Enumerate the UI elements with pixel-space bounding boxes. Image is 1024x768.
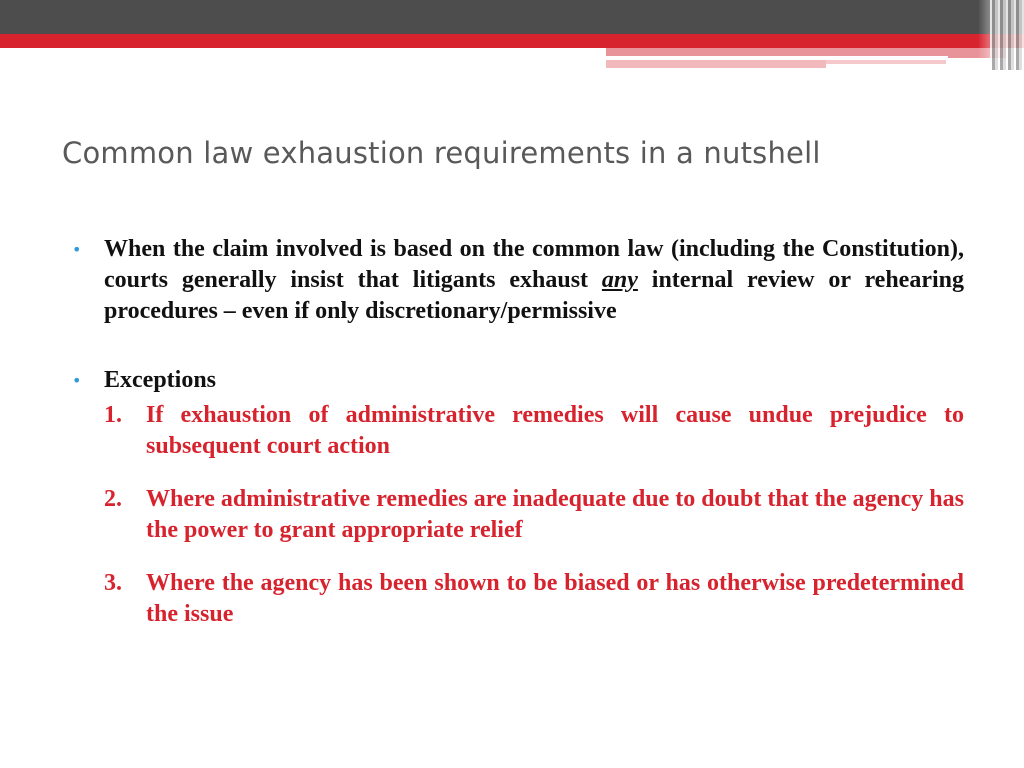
exception-number: 3. — [104, 570, 122, 596]
exception-text: Where administrative remedies are inadequate due to doubt that the agency has the power to grant appropriate relief — [146, 486, 964, 543]
header-stripes-shadow — [978, 0, 990, 70]
header-white-line — [606, 56, 948, 58]
bullet-item-exceptions — [72, 365, 964, 396]
bullet-item-common-law — [72, 234, 964, 327]
header-vertical-stripes — [990, 0, 1024, 70]
header-pink-stripe-thin — [826, 60, 946, 64]
slide-title: Common law exhaustion requirements in a nutshell — [62, 136, 821, 170]
exception-text: Where the agency has been shown to be biased or has otherwise predetermined the issue — [146, 570, 964, 627]
exceptions-list — [72, 400, 964, 630]
bullet-dot-icon: • — [72, 371, 82, 390]
header-dark-band — [0, 0, 1024, 34]
bullet-text-after: internal review or rehearing procedures – even if only discretionary/permissive — [104, 267, 965, 324]
exception-number: 2. — [104, 486, 122, 512]
exception-item-2 — [104, 484, 964, 546]
bullet-text-before: When the claim involved is based on the common law (including the Constitution), courts generally insist that litigants exhaust — [104, 236, 964, 293]
slide-content — [72, 234, 964, 652]
header-pink-stripe-short — [606, 60, 826, 68]
exception-item-3 — [104, 568, 964, 630]
bullet-emphasis-any: any — [601, 267, 638, 293]
exception-number: 1. — [104, 402, 122, 428]
bullet-text-exceptions: Exceptions — [104, 367, 217, 393]
exception-item-1 — [104, 400, 964, 462]
exception-text: If exhaustion of administrative remedies will cause undue prejudice to subsequent court action — [146, 402, 964, 459]
header-red-band — [0, 34, 1024, 48]
bullet-dot-icon: • — [72, 240, 82, 259]
